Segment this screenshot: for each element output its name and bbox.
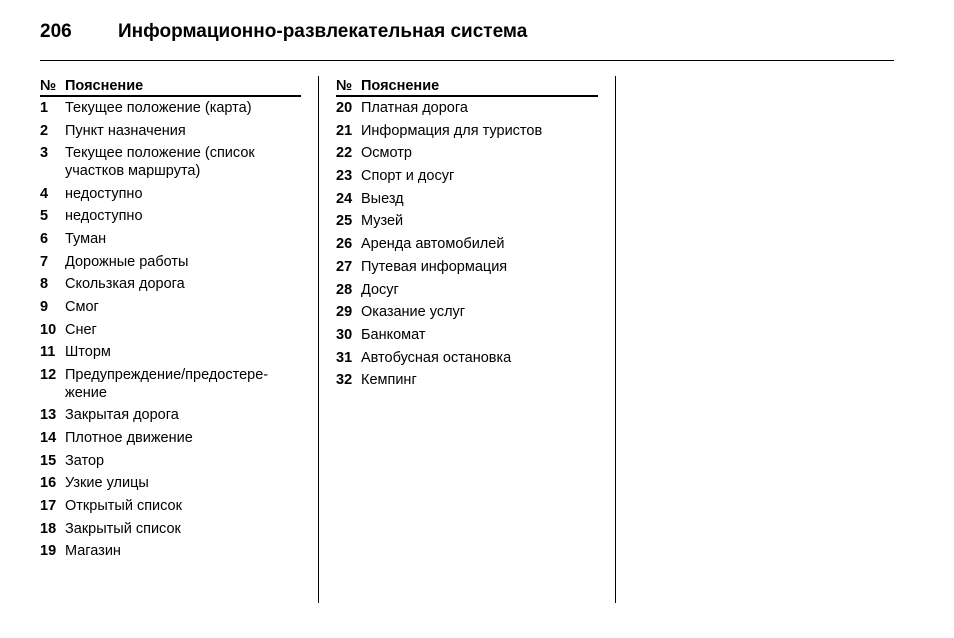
row-explanation: Закрытая дорога [65, 407, 179, 424]
row-explanation: Пункт назначения [65, 122, 186, 139]
row-explanation: Туман [65, 230, 107, 247]
row-explanation: Спорт и досуг [361, 168, 455, 185]
table-row [336, 236, 598, 254]
table-row [336, 145, 598, 163]
table-row [40, 498, 301, 516]
row-number: 20 [336, 100, 353, 116]
table-row [40, 543, 301, 561]
table-row [40, 254, 301, 272]
row-explanation: Смог [65, 299, 99, 315]
legend-table-right [336, 77, 598, 395]
table-row [40, 453, 301, 471]
column-header-explanation: Пояснение [65, 78, 144, 94]
row-explanation: Магазин [65, 543, 121, 560]
row-number: 23 [336, 168, 353, 185]
table-header [40, 77, 301, 97]
row-explanation: Закрытый список [65, 520, 181, 537]
row-number: 11 [40, 344, 56, 361]
row-explanation: Выезд [361, 190, 404, 207]
legend-table-left [40, 77, 301, 566]
table-header [336, 77, 598, 97]
row-number: 25 [336, 213, 353, 230]
table-row [40, 145, 301, 180]
header-divider [40, 60, 894, 61]
row-explanation: Текущее положение (список участков маршрута) [65, 145, 255, 179]
row-explanation: Шторм [65, 344, 111, 361]
row-number: 7 [40, 253, 49, 270]
table-row [336, 100, 598, 118]
row-number: 26 [336, 236, 353, 253]
table-row [40, 367, 301, 402]
table-row [40, 186, 301, 204]
row-explanation: Осмотр [361, 145, 412, 162]
row-number: 13 [40, 407, 57, 424]
row-explanation: Снег [65, 321, 97, 338]
row-number: 12 [40, 367, 57, 384]
table-row [40, 475, 301, 493]
table-row [336, 168, 598, 186]
row-number: 2 [40, 122, 49, 139]
table-body [40, 100, 301, 561]
column-header-explanation: Пояснение [361, 78, 440, 94]
row-number: 5 [40, 208, 49, 225]
row-explanation: Текущее положение (карта) [65, 100, 252, 116]
row-number: 6 [40, 230, 49, 247]
row-explanation: недоступно [65, 185, 143, 202]
row-number: 28 [336, 281, 353, 298]
row-explanation: Оказание услуг [361, 304, 466, 321]
table-row [40, 231, 301, 249]
table-row [40, 521, 301, 539]
row-explanation: Банкомат [361, 326, 426, 343]
row-number: 10 [40, 321, 57, 338]
table-body [336, 100, 598, 390]
row-explanation: Плотное движение [65, 429, 193, 446]
row-explanation: Узкие улицы [65, 475, 149, 492]
row-explanation: недоступно [65, 208, 143, 225]
table-row [336, 304, 598, 322]
row-number: 17 [40, 498, 57, 514]
column-header-number: № [40, 78, 57, 94]
table-row [336, 327, 598, 345]
table-row [40, 123, 301, 141]
table-row [40, 322, 301, 340]
row-explanation: Платная дорога [361, 100, 468, 116]
row-number: 22 [336, 145, 353, 162]
row-explanation: Кемпинг [361, 372, 417, 389]
row-explanation: Скользкая дорога [65, 276, 185, 293]
row-number: 3 [40, 145, 49, 162]
row-explanation: Информация для туристов [361, 122, 543, 139]
table-row [40, 299, 301, 317]
row-number: 16 [40, 475, 57, 492]
row-number: 1 [40, 100, 49, 116]
table-row [336, 259, 598, 277]
row-number: 14 [40, 429, 57, 446]
row-number: 19 [40, 543, 57, 560]
page-title: Информационно-развлекательная система [118, 21, 528, 42]
table-row [336, 350, 598, 368]
row-number: 32 [336, 372, 353, 389]
row-explanation: Затор [65, 452, 105, 469]
row-explanation: Аренда автомобилей [361, 236, 505, 253]
page-header [40, 20, 527, 44]
table-row [40, 430, 301, 448]
row-number: 21 [336, 122, 353, 139]
table-row [336, 372, 598, 390]
table-row [336, 213, 598, 231]
row-number: 30 [336, 326, 353, 343]
row-explanation: Музей [361, 213, 404, 230]
row-explanation: Досуг [361, 281, 399, 298]
row-number: 8 [40, 276, 49, 293]
table-row [336, 282, 598, 300]
row-number: 27 [336, 258, 353, 275]
row-explanation: Дорожные работы [65, 253, 189, 270]
row-number: 24 [336, 190, 353, 207]
table-row [336, 123, 598, 141]
row-number: 4 [40, 185, 49, 202]
row-number: 18 [40, 520, 57, 537]
column-divider [318, 76, 319, 603]
page-number: 206 [40, 21, 72, 42]
row-explanation: Автобусная остановка [361, 349, 512, 366]
column-header-number: № [336, 78, 353, 94]
row-number: 29 [336, 304, 353, 321]
table-row [40, 276, 301, 294]
column-divider [615, 76, 616, 603]
table-row [40, 208, 301, 226]
row-explanation: Предупреждение/предостере- жение [65, 367, 269, 401]
table-row [336, 191, 598, 209]
row-explanation: Открытый список [65, 498, 182, 514]
table-row [40, 407, 301, 425]
table-row [40, 100, 301, 118]
row-explanation: Путевая информация [361, 258, 508, 275]
table-row [40, 344, 301, 362]
row-number: 15 [40, 452, 57, 469]
row-number: 9 [40, 299, 49, 315]
row-number: 31 [336, 349, 353, 366]
